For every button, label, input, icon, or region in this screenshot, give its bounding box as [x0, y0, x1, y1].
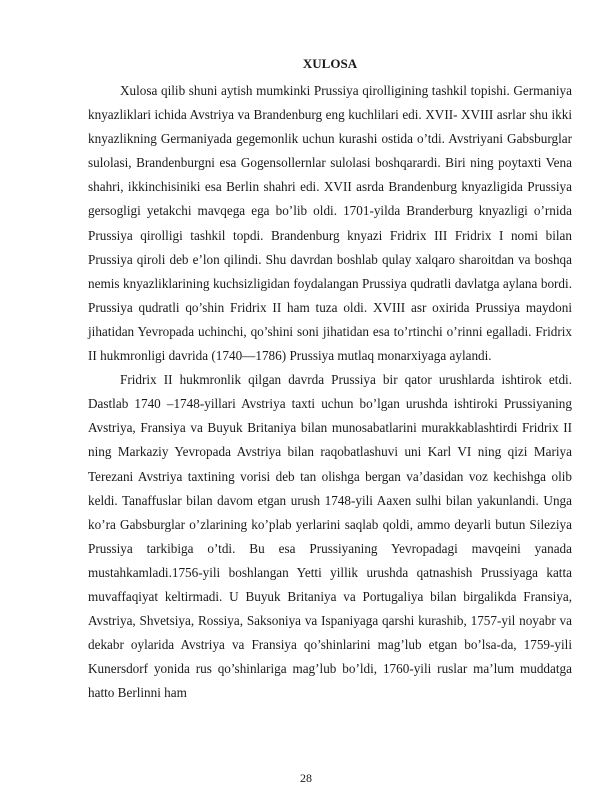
paragraph-1: Xulosa qilib shuni aytish mumkinki Prussiya qirolligining tashkil topishi. Germaniya knyazliklari ichida Avstriya va Brandenburg eng kuchlilari edi. XVII- XVIII asrlar shu ikki knyazlikning Germaniyada gegemonlik uchun kurashi ostida o’tdi. Avstriyani Gabsburglar sulolasi, Brandenburgni esa Gogensollernlar sulolasi boshqarardi. Biri ning poytaxti Vena shahri, ikkinchisiniki esa Berlin shahri edi. XVII asrda Brandenburg knyazligida Prussiya gersogligi yetakchi mavqega ega bo’lib oldi. 1701-yilda Branderburg knyazligi o’rnida Prussiya qirolligi tashkil topdi. Brandenburg knyazi Fridrix III Fridrix I nomi bilan Prussiya qiroli deb e’lon qilindi. Shu davrdan boshlab qulay xalqaro sharoitdan va boshqa nemis knyazliklarining kuchsizligidan foydalangan Prussiya qudratli davlatga aylana bordi. Prussiya qudratli qo’shin Fridrix II ham tuza oldi. XVIII asr oxirida Prussiya maydoni jihatidan Yevropada uchinchi, qo’shini soni jihatidan esa to’rtinchi o’rinni egalladi. Fridrix II hukmronligi davrida (1740—1786) Prussiya mutlaq monarxiyaga aylandi.: [88, 83, 572, 364]
page-number: 28: [300, 771, 312, 785]
section-heading: XULOSA: [302, 56, 358, 71]
paragraph-2: Fridrix II hukmronlik qilgan davrda Prussiya bir qator urushlarda ishtirok etdi. Dastlab 1740 –1748-yillari Avstriya taxti uchun bo’lgan urushda ishtiroki Prussiyaning Avstriya, Fransiya va Buyuk Britaniya bilan munosabatlarini murakkablashtirdi Fridrix II ning Markaziy Yevropada Avstriya bilan raqobatlashuvi uni Karl VI ning qizi Mariya Terezani Avstriya taxtining vorisi deb tan olishga bergan va’dasidan voz kechishga olib keldi. Tanaffuslar bilan davom etgan urush 1748-yili Aaxen sulhi bilan yakunlandi. Unga ko’ra Gabsburglar o’zlarining ko’plab yerlarini saqlab qoldi, ammo deyarli butun Sileziya Prussiya tarkibiga o’tdi. Bu esa Prussiyaning Yevropadagi mavqeini yanada mustahkamladi.1756-yili boshlangan Yetti yillik urushda qatnashish Prussiyaga katta muvaffaqiyat keltirmadi. U Buyuk Britaniya va Portugaliya bilan birgalikda Fransiya, Avstriya, Shvetsiya, Rossiya, Saksoniya va Ispaniyaga qarshi kurashib, 1757-yil noyabr va dekabr oylarida Avstriya va Fransiya qo’shinlarini mag’lub etgan bo’lsa-da, 1759-yili Kunersdorf yonida rus qo’shinlariga mag’lub bo’ldi, 1760-yili ruslar ma’lum muddatga hatto Berlinni ham: [88, 372, 572, 701]
document-page: [88, 54, 572, 705]
